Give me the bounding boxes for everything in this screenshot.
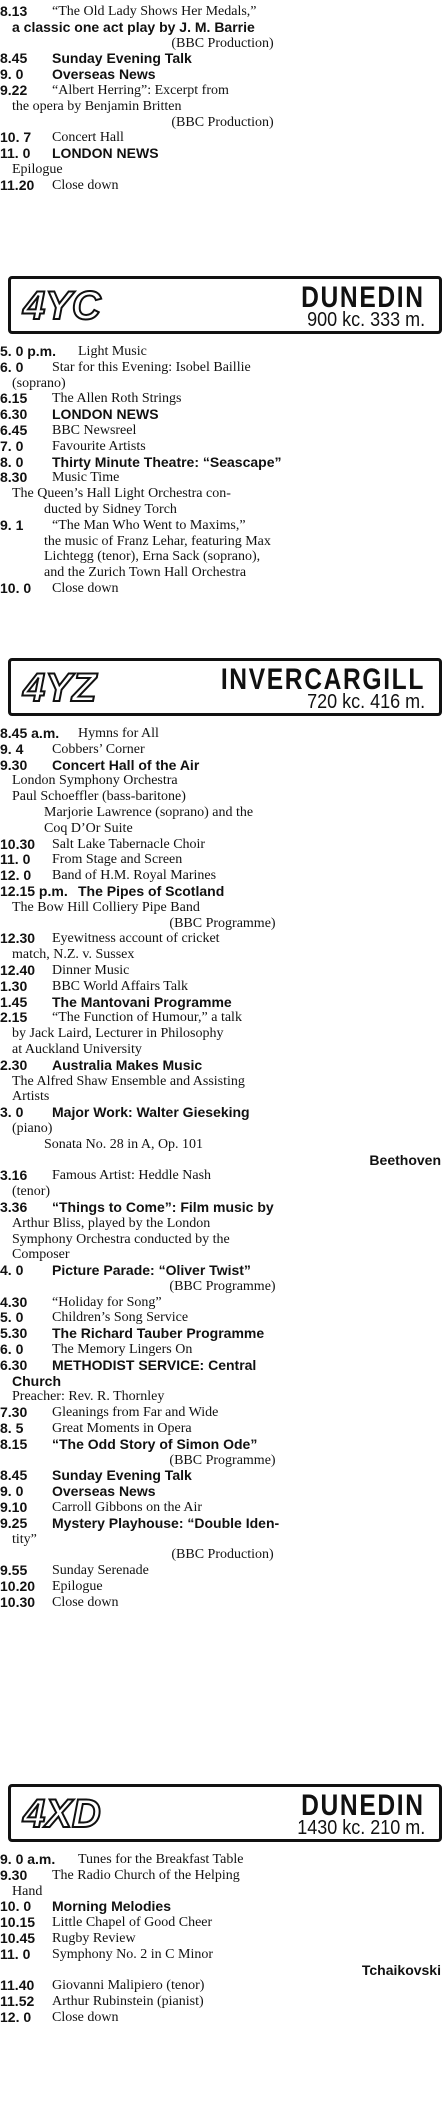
programme-entry xyxy=(0,1931,445,1947)
programme-entry xyxy=(0,931,445,947)
programme-time: 6.45 xyxy=(0,421,28,438)
programme-time: 7. 0 xyxy=(0,437,24,454)
programme-title: Concert Hall xyxy=(52,130,124,146)
programme-entry xyxy=(0,518,445,534)
programme-detail: ducted by Sidney Torch xyxy=(44,501,177,517)
programme-title: Cobbers’ Corner xyxy=(52,741,145,757)
programme-time: 9. 0 xyxy=(0,1483,24,1500)
programme-title: Picture Parade: “Oliver Twist” xyxy=(52,1262,251,1279)
programme-time: 12.30 xyxy=(0,930,36,947)
programme-entry xyxy=(0,1595,445,1611)
programme-detail: Paul Schoeffler (bass-baritone) xyxy=(12,789,186,805)
programme-title: “Things to Come”: Film music by xyxy=(52,1198,274,1215)
programme-detail: London Symphony Orchestra xyxy=(12,773,178,789)
programme-time: 10.30 xyxy=(0,835,36,852)
programme-title: Sunday Serenade xyxy=(52,1563,149,1579)
programme-entry xyxy=(0,758,445,774)
programme-time: 9. 0 xyxy=(0,66,24,83)
programme-time: 11. 0 xyxy=(0,1945,31,1962)
station-logo-4xd xyxy=(21,1792,131,1832)
station-programme-4yz xyxy=(0,726,445,1611)
programme-time: 9.25 xyxy=(0,1514,28,1531)
programme-entry xyxy=(0,1579,445,1595)
programme-time: 10. 0 xyxy=(0,1898,32,1915)
programme-entry xyxy=(0,1978,445,1994)
programme-title: Gleanings from Far and Wide xyxy=(52,1405,219,1421)
station-logo-4yz xyxy=(21,666,131,706)
programme-time: 3.36 xyxy=(0,1198,28,1215)
programme-time: 12. 0 xyxy=(0,2008,32,2025)
programme-time: 12. 0 xyxy=(0,867,32,884)
programme-title: Carroll Gibbons on the Air xyxy=(52,1500,203,1516)
programme-title: The Memory Lingers On xyxy=(52,1342,193,1358)
programme-entry xyxy=(0,1516,445,1532)
station-frequency: 720 kc. 416 m. xyxy=(306,691,425,713)
programme-entry xyxy=(0,146,445,162)
programme-time: 9.22 xyxy=(0,81,28,98)
programme-time: 3. 0 xyxy=(0,1104,24,1121)
programme-detail: Hand xyxy=(12,1883,43,1899)
programme-entry xyxy=(0,1310,445,1326)
programme-title: Epilogue xyxy=(52,1579,103,1595)
programme-entry xyxy=(0,344,445,360)
programme-time: 6. 0 xyxy=(0,358,24,375)
programme-entry xyxy=(0,742,445,758)
programme-title: Tunes for the Breakfast Table xyxy=(78,1852,244,1867)
programme-entry xyxy=(0,1358,445,1374)
programme-time: 10.30 xyxy=(0,1593,36,1610)
programme-detail: Sonata No. 28 in A, Op. 101 xyxy=(44,1136,204,1152)
programme-entry xyxy=(0,1168,445,1184)
programme-time: 8.13 xyxy=(0,3,28,19)
programme-detail: tity” xyxy=(12,1531,37,1547)
programme-time: 6.15 xyxy=(0,390,28,407)
programme-time: 2.30 xyxy=(0,1056,28,1073)
programme-entry xyxy=(0,1994,445,2010)
programme-title: “Albert Herring”: Excerpt from xyxy=(52,82,229,98)
programme-time: 9.10 xyxy=(0,1499,28,1516)
programme-title: Symphony No. 2 in C Minor xyxy=(52,1946,214,1962)
programme-title: Dinner Music xyxy=(52,962,130,978)
programme-time: 6.30 xyxy=(0,406,28,423)
programme-time: 10.20 xyxy=(0,1578,36,1595)
programme-entry xyxy=(0,837,445,853)
programme-entry xyxy=(0,1010,445,1026)
programme-entry xyxy=(0,1058,445,1074)
programme-detail: (BBC Programme) xyxy=(169,1452,276,1468)
programme-time: 8. 0 xyxy=(0,453,24,470)
station-city: DUNEDIN xyxy=(301,281,425,314)
station-frequency: 1430 kc. 210 m. xyxy=(296,1817,425,1839)
programme-detail: (BBC Production) xyxy=(171,1547,274,1563)
programme-title: Favourite Artists xyxy=(52,438,146,454)
programme-detail: The Bow Hill Colliery Pipe Band xyxy=(12,899,200,915)
programme-detail: Church xyxy=(12,1372,61,1389)
programme-title: METHODIST SERVICE: Central xyxy=(52,1356,257,1373)
programme-entry xyxy=(0,67,445,83)
programme-time: 5.30 xyxy=(0,1325,28,1342)
programme-title: Eyewitness account of cricket xyxy=(52,931,220,947)
station-frequency: 900 kc. 333 m. xyxy=(306,309,425,331)
programme-title: Music Time xyxy=(52,470,120,486)
programme-title: Major Work: Walter Gieseking xyxy=(52,1104,250,1121)
programme-entry xyxy=(0,1326,445,1342)
programme-time: 9.30 xyxy=(0,1866,28,1883)
programme-detail: Preacher: Rev. R. Thornley xyxy=(12,1389,165,1405)
programme-title: “The Man Who Went to Maxims,” xyxy=(52,517,246,533)
station-header-4yc xyxy=(8,276,442,334)
programme-time: 12.40 xyxy=(0,961,36,978)
programme-time: 8.30 xyxy=(0,469,28,486)
programme-detail: Epilogue xyxy=(12,161,63,177)
programme-entry xyxy=(0,1852,445,1868)
programme-entry xyxy=(0,455,445,471)
programme-time: 10.15 xyxy=(0,1914,36,1931)
programme-entry xyxy=(0,868,445,884)
programme-detail: (BBC Production) xyxy=(171,35,274,51)
programme-entry xyxy=(0,1500,445,1516)
programme-time: 3.16 xyxy=(0,1167,28,1184)
programme-time: 8.45 xyxy=(0,50,28,67)
programme-title: Little Chapel of Good Cheer xyxy=(52,1915,213,1931)
programme-time: 8. 5 xyxy=(0,1420,24,1437)
programme-title: Concert Hall of the Air xyxy=(52,756,200,773)
programme-detail: by Jack Laird, Lecturer in Philosophy xyxy=(12,1026,224,1042)
programme-entry xyxy=(0,1200,445,1216)
programme-entry xyxy=(0,1405,445,1421)
programme-entry xyxy=(0,360,445,376)
programme-entry xyxy=(0,581,445,597)
programme-entry xyxy=(0,852,445,868)
programme-title: The Pipes of Scotland xyxy=(78,882,225,899)
programme-detail: (BBC Production) xyxy=(171,114,274,130)
programme-entry xyxy=(0,83,445,99)
programme-entry xyxy=(0,1342,445,1358)
programme-time: 11. 0 xyxy=(0,145,31,162)
station-city: DUNEDIN xyxy=(301,1789,425,1822)
programme-entry xyxy=(0,1295,445,1311)
programme-title: “Holiday for Song” xyxy=(52,1294,162,1310)
programme-time: 6. 0 xyxy=(0,1341,24,1358)
svg-text:4YZ: 4YZ xyxy=(23,666,97,706)
programme-time: 2.15 xyxy=(0,1009,28,1026)
programme-time: 10. 7 xyxy=(0,129,32,146)
programme-entry xyxy=(0,1868,445,1884)
programme-entry xyxy=(0,995,445,1011)
programme-time: 11. 0 xyxy=(0,851,31,868)
station-logo-4yc xyxy=(21,284,131,324)
programme-title: Close down xyxy=(52,1594,119,1610)
programme-title: Giovanni Malipiero (tenor) xyxy=(52,1978,205,1994)
composer-credit: Beethoven xyxy=(369,1151,441,1168)
programme-time: 10. 0 xyxy=(0,579,32,596)
programme-detail: Composer xyxy=(12,1247,70,1263)
programme-entry xyxy=(0,439,445,455)
programme-title: LONDON NEWS xyxy=(52,406,159,423)
programme-title: Star for this Evening: Isobel Baillie xyxy=(52,359,251,375)
programme-detail: (soprano) xyxy=(12,375,66,391)
programme-time: 5. 0 p.m. xyxy=(0,343,57,359)
programme-title: The Richard Tauber Programme xyxy=(52,1325,265,1342)
programme-title: Close down xyxy=(52,2009,119,2025)
programme-title: Close down xyxy=(52,580,119,596)
programme-detail: the opera by Benjamin Britten xyxy=(12,98,182,114)
programme-detail: and the Zurich Town Hall Orchestra xyxy=(44,565,247,581)
programme-detail: (BBC Programme) xyxy=(169,915,276,931)
programme-time: 11.52 xyxy=(0,1993,35,2010)
programme-entry xyxy=(0,130,445,146)
programme-title: Close down xyxy=(52,177,119,193)
programme-title: The Radio Church of the Helping xyxy=(52,1867,240,1883)
programme-detail: Artists xyxy=(12,1089,50,1105)
programme-time: 4. 0 xyxy=(0,1262,24,1279)
programme-time: 12.15 p.m. xyxy=(0,882,68,899)
programme-title: Sunday Evening Talk xyxy=(52,50,192,67)
programme-time: 8.45 a.m. xyxy=(0,725,60,741)
programme-time: 9.30 xyxy=(0,756,28,773)
programme-detail: a classic one act play by J. M. Barrie xyxy=(12,18,255,35)
programme-time: 8.15 xyxy=(0,1435,28,1452)
programme-detail: match, N.Z. v. Sussex xyxy=(12,947,135,963)
programme-title: Great Moments in Opera xyxy=(52,1421,192,1437)
programme-entry xyxy=(0,1468,445,1484)
programme-entry xyxy=(0,2010,445,2026)
programme-title: Australia Makes Music xyxy=(52,1056,203,1073)
station-programme-4xd xyxy=(0,1852,445,2026)
programme-entry xyxy=(0,1899,445,1915)
programme-entry xyxy=(0,1105,445,1121)
station-programme-4yc xyxy=(0,344,445,597)
programme-title: Hymns for All xyxy=(78,726,159,741)
programme-title: Thirty Minute Theatre: “Seascape” xyxy=(52,453,282,470)
programme-detail: Symphony Orchestra conducted by the xyxy=(12,1231,230,1247)
programme-time: 9. 0 a.m. xyxy=(0,1851,56,1867)
programme-title: Mystery Playhouse: “Double Iden- xyxy=(52,1514,280,1531)
programme-detail: The Queen’s Hall Light Orchestra con- xyxy=(12,486,231,502)
programme-time: 7.30 xyxy=(0,1404,28,1421)
programme-title: Sunday Evening Talk xyxy=(52,1467,192,1484)
programme-title: “The Odd Story of Simon Ode” xyxy=(52,1435,258,1452)
programme-time: 1.45 xyxy=(0,993,28,1010)
programme-title: The Allen Roth Strings xyxy=(52,391,182,407)
programme-entry xyxy=(0,51,445,67)
svg-text:4YC: 4YC xyxy=(23,284,101,324)
programme-entry xyxy=(0,1484,445,1500)
top-continuation xyxy=(0,4,445,194)
programme-title: “The Function of Humour,” a talk xyxy=(52,1010,242,1026)
svg-text:4XD: 4XD xyxy=(23,1792,101,1832)
station-city: INVERCARGILL xyxy=(220,663,425,696)
programme-entry xyxy=(0,1915,445,1931)
programme-entry xyxy=(0,4,445,20)
programme-entry xyxy=(0,470,445,486)
programme-title: Morning Melodies xyxy=(52,1898,171,1915)
programme-time: 11.20 xyxy=(0,176,35,193)
programme-detail: Lichtegg (tenor), Erna Sack (soprano), xyxy=(44,549,261,565)
programme-detail: (tenor) xyxy=(12,1184,51,1200)
programme-detail: Marjorie Lawrence (soprano) and the xyxy=(44,804,254,820)
programme-entry xyxy=(0,884,445,900)
station-header-4yz xyxy=(8,658,442,716)
programme-title: LONDON NEWS xyxy=(52,145,159,162)
programme-time: 6.30 xyxy=(0,1356,28,1373)
programme-title: Salt Lake Tabernacle Choir xyxy=(52,836,206,852)
programme-time: 11.40 xyxy=(0,1977,35,1994)
programme-time: 10.45 xyxy=(0,1929,36,1946)
programme-title: The Mantovani Programme xyxy=(52,993,232,1010)
programme-entry xyxy=(0,979,445,995)
programme-entry xyxy=(0,726,445,742)
programme-detail: Coq D’Or Suite xyxy=(44,820,133,836)
programme-time: 4.30 xyxy=(0,1293,28,1310)
programme-title: From Stage and Screen xyxy=(52,852,183,868)
programme-detail: the music of Franz Lehar, featuring Max xyxy=(44,533,271,549)
programme-detail: (BBC Programme) xyxy=(169,1278,276,1294)
programme-title: Famous Artist: Heddle Nash xyxy=(52,1168,212,1184)
programme-entry xyxy=(0,1263,445,1279)
programme-entry xyxy=(0,963,445,979)
programme-entry xyxy=(0,391,445,407)
programme-title: Band of H.M. Royal Marines xyxy=(52,868,217,884)
programme-detail: The Alfred Shaw Ensemble and Assisting xyxy=(12,1073,245,1089)
programme-entry xyxy=(0,1437,445,1453)
programme-detail: Arthur Bliss, played by the London xyxy=(12,1215,211,1231)
programme-title: Children’s Song Service xyxy=(52,1310,189,1326)
programme-detail: (piano) xyxy=(12,1120,53,1136)
programme-title: Arthur Rubinstein (pianist) xyxy=(52,1994,204,2010)
programme-title: BBC Newsreel xyxy=(52,422,137,438)
programme-entry xyxy=(0,1947,445,1963)
programme-entry xyxy=(0,1421,445,1437)
programme-time: 1.30 xyxy=(0,977,28,994)
programme-entry xyxy=(0,1563,445,1579)
programme-time: 9. 1 xyxy=(0,516,24,533)
programme-time: 8.45 xyxy=(0,1467,28,1484)
programme-title: BBC World Affairs Talk xyxy=(52,978,188,994)
programme-time: 9. 4 xyxy=(0,740,24,757)
programme-title: Rugby Review xyxy=(52,1930,136,1946)
programme-title: Overseas News xyxy=(52,66,156,83)
composer-credit: Tchaikovski xyxy=(361,1961,441,1978)
programme-title: Overseas News xyxy=(52,1483,156,1500)
programme-detail: at Auckland University xyxy=(12,1041,142,1057)
programme-title: “The Old Lady Shows Her Medals,” xyxy=(52,4,257,19)
programme-entry xyxy=(0,178,445,194)
station-header-4xd xyxy=(8,1784,442,1842)
programme-entry xyxy=(0,423,445,439)
programme-entry xyxy=(0,407,445,423)
programme-title: Light Music xyxy=(78,344,147,359)
programme-time: 5. 0 xyxy=(0,1309,24,1326)
programme-time: 9.55 xyxy=(0,1562,28,1579)
